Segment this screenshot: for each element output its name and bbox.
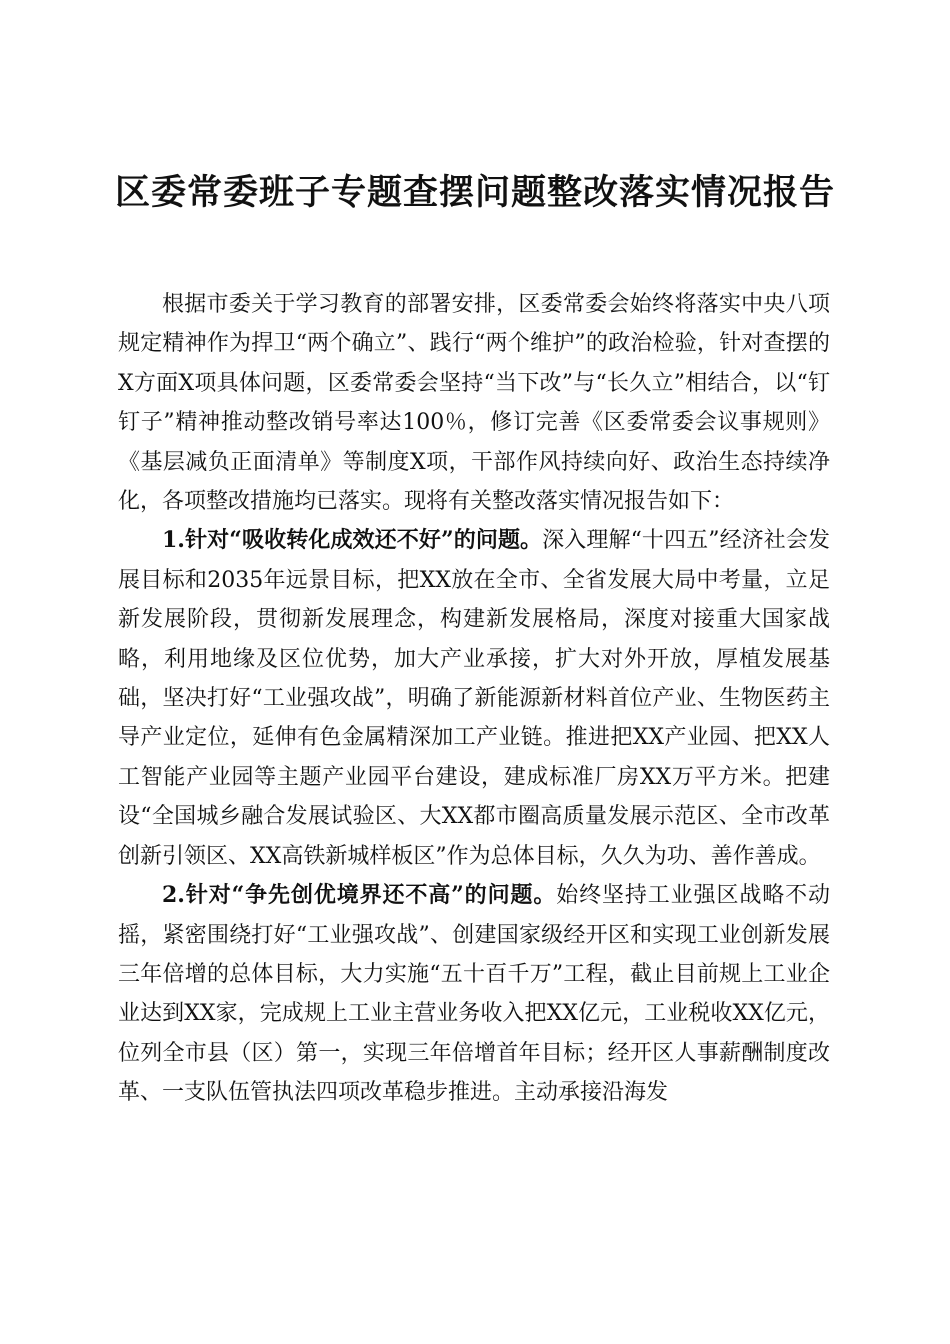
section-paragraph-2: [118, 876, 830, 1112]
section-text-1: 深入理解“十四五”经济社会发展目标和2035年远景目标，把XX放在全市、全省发展大局中考量，立足新发展阶段，贯彻新发展理念，构建新发展格局，深度对接重大国家战略，利用地缘及区位优势，加大产业承接，扩大对外开放，厚植发展基础，坚决打好“工业强攻战”，明确了新能源新材料首位产业、生物医药主导产业定位，延伸有色金属精深加工产业链。推进把XX产业园、把XX人工智能产业园等主题产业园平台建设，建成标准厂房XX万平方米。把建设“全国城乡融合发展试验区、大XX都市圈高质量发展示范区、全市改革创新引领区、XX高铁新城样板区”作为总体目标，久久为功、善作善成。: [118, 528, 831, 869]
section-heading-1: 1.针对“吸收转化成效还不好”的问题。: [162, 527, 543, 554]
section-heading-2: 2.针对“争先创优境界还不高”的问题。: [162, 882, 557, 909]
document-body: [118, 285, 830, 1113]
document-title: 区委常委班子专题查摆问题整改落实情况报告: [114, 172, 835, 213]
section-text-2: 始终坚持工业强区战略不动摇，紧密围绕打好“工业强攻战”、创建国家级经开区和实现工业创新发展三年倍增的总体目标，大力实施“五十百千万”工程，截止目前规上工业企业达到XX家，完成规上工业主营业务收入把XX亿元，工业税收XX亿元，位列全市县（区）第一，实现三年倍增首年目标；经开区人事薪酬制度改革、一支队伍管执法四项改革稳步推进。主动承接沿海发: [118, 883, 830, 1106]
intro-paragraph: 根据市委关于学习教育的部署安排，区委常委会始终将落实中央八项规定精神作为捍卫“两个确立”、践行“两个维护”的政治检验，针对查摆的X方面X项具体问题，区委常委会坚持“当下改”与“长久立”相结合，以“钉钉子”精神推动整改销号率达100％，修订完善《区委常委会议事规则》《基层减负正面清单》等制度X项，干部作风持续向好、政治生态持续净化，各项整改措施均已落实。现将有关整改落实情况报告如下：: [118, 292, 830, 515]
section-paragraph-1: [118, 521, 830, 876]
